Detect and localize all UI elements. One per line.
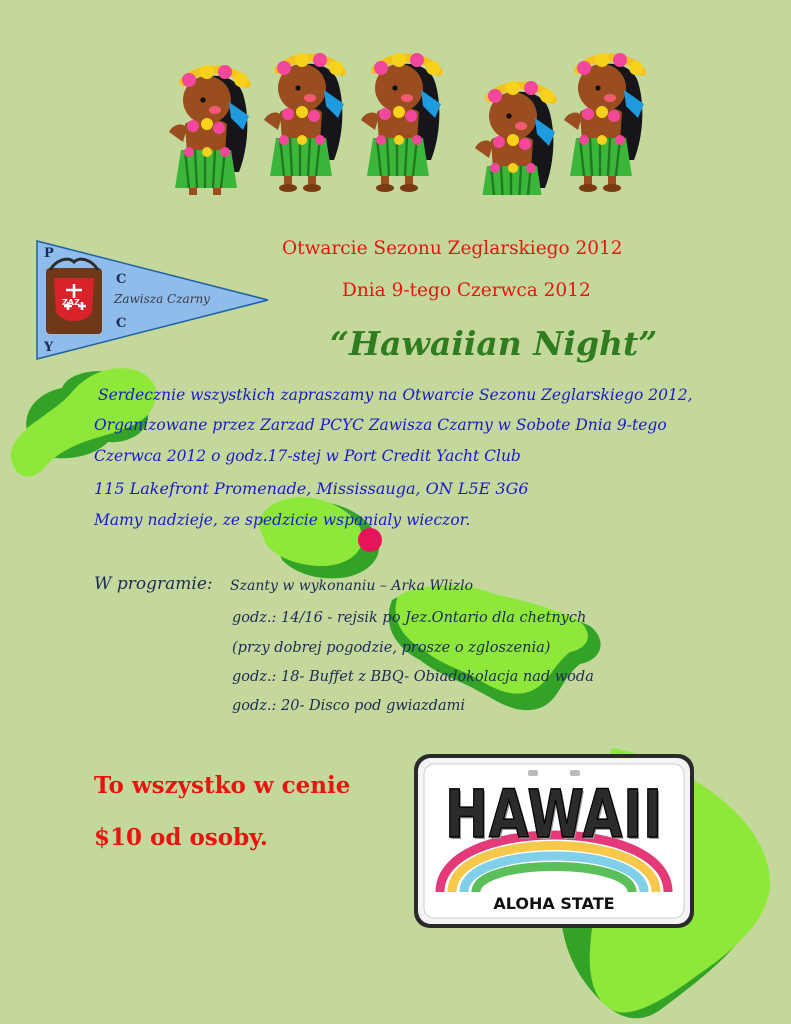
hawaii-license-plate	[412, 752, 696, 930]
price-line-1: To wszystko w cenie	[94, 772, 351, 799]
hula-dancer-2	[264, 53, 344, 192]
invitation-line-2: Organizowane przez Zarzad PCYC Zawisza Czarny w Sobote Dnia 9-tego	[94, 416, 667, 434]
event-date: Dnia 9-tego Czerwca 2012	[342, 280, 591, 301]
island-oahu	[258, 497, 382, 578]
hula-dancer-3	[361, 53, 441, 192]
hula-dancers-row	[155, 50, 660, 195]
plate-sub-text: ALOHA STATE	[493, 894, 615, 913]
program-item-buffet: godz.: 18- Buffet z BBQ- Obiadokolacja nad woda	[232, 669, 594, 685]
page-title: “Hawaiian Night”	[330, 324, 658, 363]
price-line-2: $10 od osoby.	[94, 824, 268, 851]
crest-text: ZAZ	[62, 298, 80, 307]
invitation-line-3: Czerwca 2012 o godz.17-stej w Port Credit Yacht Club	[94, 447, 521, 465]
program-heading: W programie:	[94, 574, 213, 594]
pennant-club-name: Zawisza Czarny	[114, 292, 210, 306]
program-item-cruise: godz.: 14/16 - rejsik po Jez.Ontario dla chetnych	[232, 610, 587, 626]
program-item-weather-note: (przy dobrej pogodzie, prosze o zgloszenia)	[232, 640, 551, 656]
program-item-disco: godz.: 20- Disco pod gwiazdami	[232, 698, 465, 714]
hula-dancer-1	[169, 65, 249, 195]
pennant-letter-p: P	[44, 246, 54, 261]
pennant-letter-c2: C	[116, 316, 127, 331]
plate-main-text: HAWAII	[445, 776, 663, 853]
event-heading: Otwarcie Sezonu Zeglarskiego 2012	[282, 238, 623, 259]
pennant-letter-c1: C	[116, 272, 127, 287]
program-item-bands: Szanty w wykonaniu – Arka Wlizlo	[230, 578, 474, 594]
pennant-letter-y: Y	[44, 340, 54, 355]
invitation-address: 115 Lakefront Promenade, Mississauga, ON L5E 3G6	[94, 479, 529, 498]
invitation-line-5: Mamy nadzieje, ze spedzicie wspanialy wieczor.	[94, 511, 471, 529]
club-pennant	[36, 240, 270, 360]
hula-dancer-4	[475, 81, 555, 195]
hula-dancer-5	[564, 53, 644, 192]
invitation-line-1: Serdecznie wszystkich zapraszamy na Otwarcie Sezonu Zeglarskiego 2012,	[98, 386, 693, 404]
